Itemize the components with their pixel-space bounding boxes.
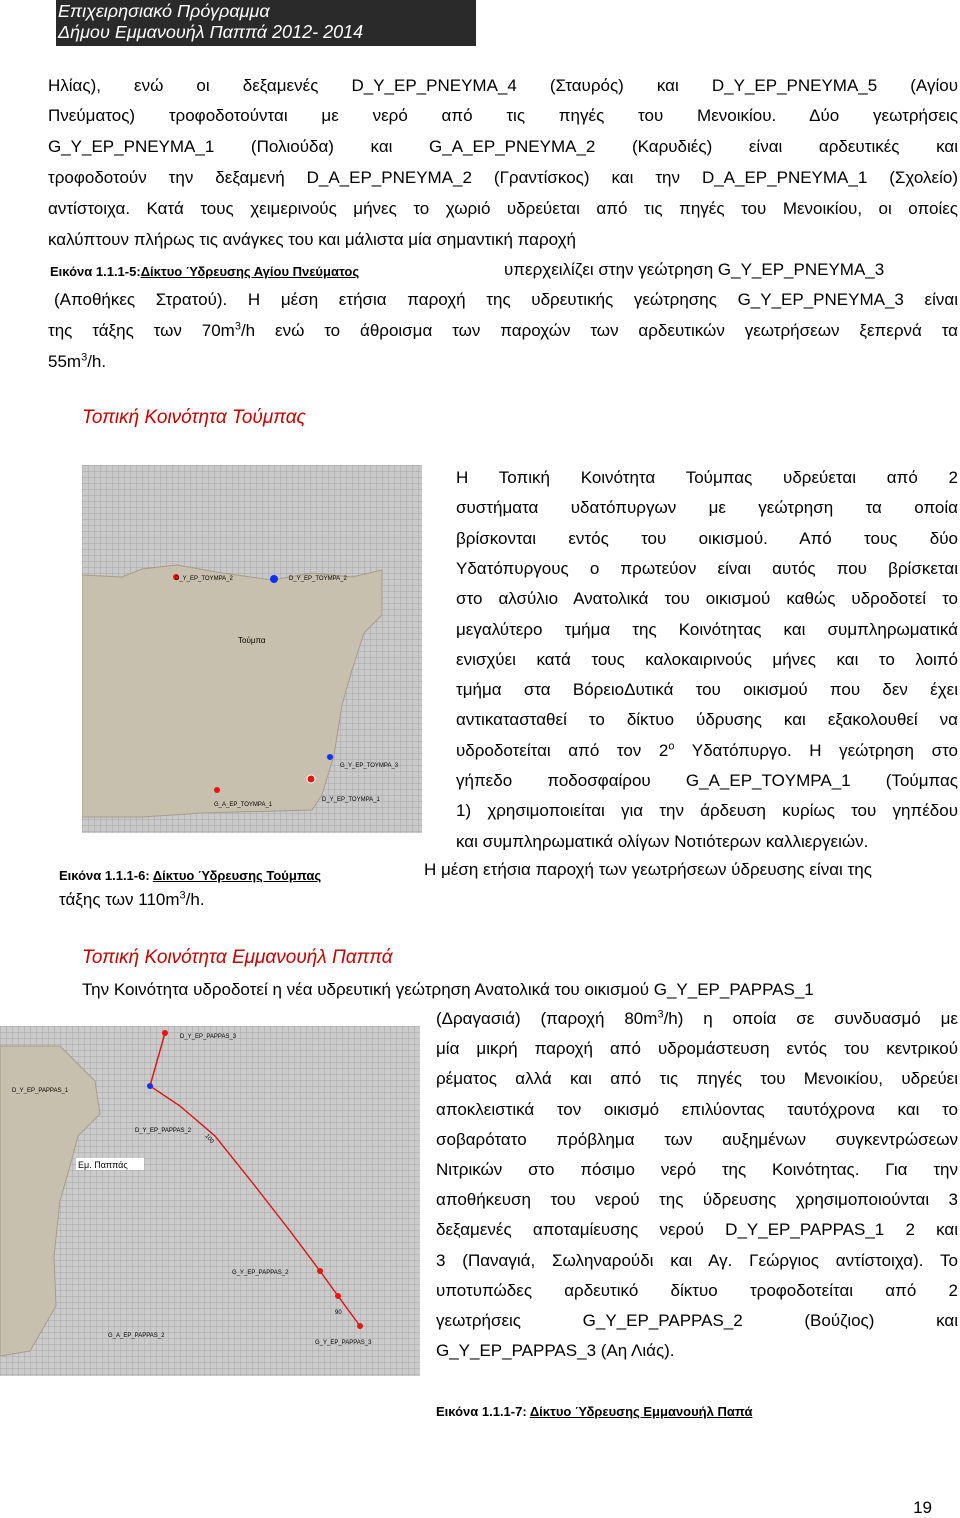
intro-line-10-b: /h. bbox=[87, 352, 107, 371]
pappas-line-1: Την Κοινότητα υδροδοτεί η νέα υδρευτική γεώτρηση Ανατολικά του οικισμού G_Y_EP_PAPPAS_1 bbox=[82, 980, 814, 999]
toumpa-line: συστήματα υδατόπυργων με γεώτρηση τα οποία bbox=[456, 498, 958, 518]
intro-line-1: Ηλίας), ενώ οι δεξαμενές D_Y_EP_PNEYMA_4 (Σταυρός) και D_Y_EP_PNEYMA_5 (Αγίου bbox=[48, 76, 958, 95]
pappas-line: δεξαμενές αποταμίευσης νερού D_Y_EP_PAPPAS_1 2 και bbox=[436, 1220, 958, 1240]
intro-line-10-a: 55m bbox=[48, 352, 82, 371]
intro-line-4: τροφοδοτούν την δεξαμενή D_A_EP_PNEYMA_2 (Γραντίσκος) και την D_A_EP_PNEYMA_1 (Σχολείο) bbox=[48, 168, 958, 187]
toumpa-tail-2-b: /h. bbox=[185, 890, 205, 909]
toumpa-line: Υδατόπυργους ο πρωτεύον είναι αυτός που βρίσκεται bbox=[456, 558, 958, 578]
toumpa-network-map bbox=[82, 465, 422, 833]
pappas-line-2-b: /h) η οποία σε συνδυασμό με bbox=[663, 1009, 958, 1028]
intro-line-5: αντίστοιχα. Κατά τους χειμερινούς μήνες το χωριό υδρεύεται από τις πηγές του Μενοικίου, οι οποίες bbox=[48, 199, 958, 218]
caption-6-number: Εικόνα 1.1.1-6: bbox=[59, 868, 153, 883]
caption-7-title: Δίκτυο Ύδρευσης Εμμανουήλ Παπά bbox=[529, 1404, 753, 1419]
well-point bbox=[327, 754, 333, 760]
caption-6-title: Δίκτυο Ύδρευσης Τούμπας bbox=[152, 868, 322, 883]
toumpa-line: Η Τοπική Κοινότητα Τούμπας υδρεύεται από 2 bbox=[456, 468, 958, 487]
well-point bbox=[335, 1293, 341, 1299]
map-label-village: Τούμπα bbox=[238, 636, 266, 645]
map-label-tank1: D_Y_EP_PAPPAS_1 bbox=[12, 1088, 69, 1094]
intro-line-3: G_Y_EP_PNEYMA_1 (Πολιούδα) και G_A_EP_PNEYMA_2 (Καρυδιές) είναι αρδευτικές και bbox=[48, 137, 958, 156]
tank-point bbox=[147, 1083, 153, 1089]
section-heading-toumpa: Τοπική Κοινότητα Τούμπας bbox=[82, 407, 306, 428]
map-label-well3: G_Y_EP_TOYMPA_3 bbox=[340, 763, 399, 769]
well-point bbox=[317, 1268, 323, 1274]
wtower-point bbox=[270, 575, 278, 583]
toumpa-line-10-a: υδροδοτείται από τον 2 bbox=[456, 740, 669, 760]
intro-line-7: υπερχειλίζει στην γεώτρηση G_Y_EP_PNEYMA_3 bbox=[504, 260, 885, 279]
map-label-tank3: D_Y_EP_PAPPAS_3 bbox=[180, 1034, 237, 1040]
figure-caption-7 bbox=[436, 1402, 752, 1422]
caption-5-title: Δίκτυο Ύδρευσης Αγίου Πνεύματος bbox=[140, 264, 360, 279]
caption-5-number: Εικόνα 1.1.1-5: bbox=[50, 264, 141, 279]
superscript-o: ο bbox=[668, 740, 675, 753]
toumpa-line: και συμπληρωματικά ολίγων Νοτιότερων καλλιεργειών. bbox=[456, 831, 869, 851]
superscript-3: 3 bbox=[657, 1008, 664, 1021]
pappas-line: υποτυπώδες αρδευτικό δίκτυο τροφοδοτείται από 2 bbox=[436, 1280, 958, 1300]
map-label-pipe-100: 100 bbox=[203, 1133, 215, 1145]
caption-7-number: Εικόνα 1.1.1-7: bbox=[436, 1404, 530, 1419]
map-label-well2: G_Y_EP_PAPPAS_2 bbox=[232, 1270, 289, 1276]
intro-line-9-a: της τάξης των 70m bbox=[48, 321, 235, 340]
pappas-line: 3 (Παναγιά, Σωληναρούδι και Αγ. Γεώργιος αντίστοιχα). Το bbox=[436, 1250, 958, 1270]
map-label-wt1: D_Y_EP_TOYMPA_2 bbox=[175, 576, 233, 582]
map-label-pipe-90: 90 bbox=[335, 1310, 342, 1316]
well-point bbox=[307, 775, 315, 783]
map-label-well1: G_A_EP_TOYMPA_1 bbox=[214, 802, 273, 808]
intro-line-2: Πνεύματος) τροφοδοτούνται με νερό από τις πηγές του Μενοικίου. Δύο γεωτρήσεις bbox=[48, 106, 958, 125]
toumpa-line-10-b: Υδατόπυργο. Η γεώτρηση στο bbox=[674, 740, 958, 760]
toumpa-line: 1) χρησιμοποιείται για την άρδευση κυρίως του γηπέδου bbox=[456, 801, 958, 821]
toumpa-line: αντικατασταθεί το δίκτυο ύδρυσης και εξακολουθεί να bbox=[456, 710, 958, 730]
document-header bbox=[56, 0, 476, 46]
page-number: 19 bbox=[913, 1498, 932, 1517]
well-point bbox=[357, 1323, 363, 1329]
intro-line-9 bbox=[48, 321, 958, 341]
header-title: Επιχειρησιακό Πρόγραμμα bbox=[58, 1, 270, 21]
tank-point bbox=[162, 1030, 168, 1036]
map-label-tank2: D_Y_EP_PAPPAS_2 bbox=[135, 1128, 192, 1134]
map-label-wellA: G_A_EP_PAPPAS_2 bbox=[108, 1333, 165, 1339]
well-point bbox=[214, 787, 220, 793]
map-label-wt2: D_Y_EP_TOYMPA_2 bbox=[289, 576, 347, 582]
toumpa-line: βρίσκονται εντός του οικισμού. Από τους δύο bbox=[456, 528, 958, 548]
toumpa-line: γήπεδο ποδοσφαίρου G_A_EP_TOYMPA_1 (Τούμπας bbox=[456, 771, 958, 790]
pappas-line: αποθήκευση του νερού της ύδρευσης χρησιμοποιούνται 3 bbox=[436, 1190, 958, 1210]
pappas-line: G_Y_EP_PAPPAS_3 (Αη Λιάς). bbox=[436, 1341, 675, 1361]
pappas-line: αποκλειστικά τον οικισμό επιλύοντας ταυτόχρονα και το bbox=[436, 1099, 958, 1119]
header-subtitle: Δήμου Εμμανουήλ Παππά 2012- 2014 bbox=[58, 22, 364, 42]
pappas-line: μία μικρή παροχή από υδρομάστευση εντός του κεντρικού bbox=[436, 1039, 958, 1059]
map-label-well3: G_Y_EP_PAPPAS_3 bbox=[315, 1340, 372, 1346]
toumpa-tail-line-2 bbox=[59, 890, 205, 910]
intro-line-6: καλύπτουν πλήρως τις ανάγκες του και μάλιστα μία σημαντική παροχή bbox=[48, 230, 577, 249]
pappas-line: Νιτρικών στο πόσιμο νερό της Κοινότητας. Για την bbox=[436, 1160, 958, 1179]
toumpa-line bbox=[456, 741, 958, 761]
pappas-line: γεωτρήσεις G_Y_EP_PAPPAS_2 (Βούζιος) και bbox=[436, 1311, 958, 1330]
section-heading-pappas: Τοπική Κοινότητα Εμμανουήλ Παππά bbox=[82, 947, 393, 968]
pappas-line-2-a: (Δραγασιά) (παροχή 80m bbox=[436, 1009, 658, 1028]
toumpa-line: τμήμα στα ΒόρειοΔυτικά του οικισμού που δεν έχει bbox=[456, 680, 958, 700]
pappas-line bbox=[436, 1009, 958, 1029]
toumpa-line: ενισχύει κατά τους καλοκαιρινούς μήνες και το λοιπό bbox=[456, 649, 958, 669]
toumpa-line: μεγαλύτερο τμήμα της Κοινότητας και συμπληρωματικά bbox=[456, 619, 958, 639]
pappas-line: ρέματος αλλά και από τις πηγές του Μενοικίου, υδρεύει bbox=[436, 1069, 958, 1089]
pappas-line: σοβαρότατο πρόβλημα των αυξημένων συγκεντρώσεων bbox=[436, 1129, 958, 1149]
pappas-network-map bbox=[0, 1026, 420, 1376]
figure-caption-5 bbox=[50, 262, 359, 282]
intro-line-8: (Αποθήκες Στρατού). Η μέση ετήσια παροχή της υδρευτικής γεώτρησης G_Y_EP_PNEYMA_3 είναι bbox=[54, 290, 958, 309]
superscript-3: 3 bbox=[179, 889, 186, 902]
map-label-tank1: D_Y_EP_TOYMPA_1 bbox=[322, 797, 380, 803]
superscript-3: 3 bbox=[234, 320, 241, 333]
intro-line-10 bbox=[48, 352, 958, 372]
superscript-3: 3 bbox=[81, 351, 88, 364]
map-label-village: Εμ. Παππάς bbox=[78, 1160, 128, 1170]
intro-line-9-b: /h ενώ το άθροισμα των παροχών των αρδευτικών γεωτρήσεων ξεπερνά τα bbox=[240, 321, 958, 340]
toumpa-line: στο αλσύλιο Ανατολικά του οικισμού καθώς υδροδοτεί το bbox=[456, 589, 958, 609]
toumpa-tail-line: Η μέση ετήσια παροχή των γεωτρήσεων ύδρευσης είναι της bbox=[424, 860, 872, 879]
figure-caption-6 bbox=[59, 866, 321, 886]
toumpa-tail-2-a: τάξης των 110m bbox=[59, 890, 180, 909]
